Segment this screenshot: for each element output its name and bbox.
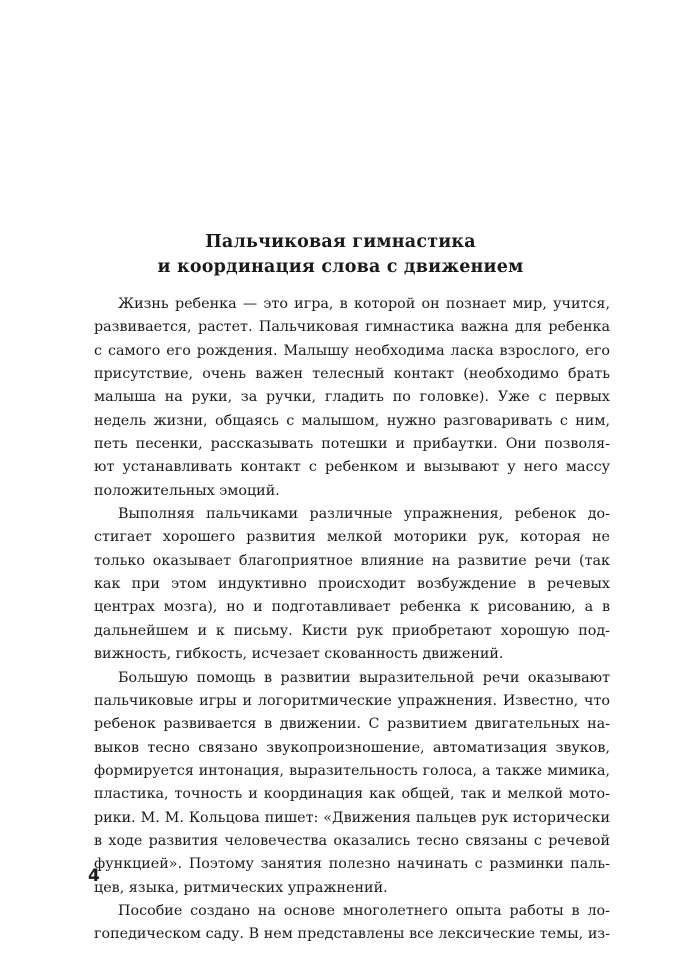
text-line: ют устанавливать контакт с ребенком и вызывают у него массу — [94, 459, 610, 476]
text-line: Выполняя пальчиками различные упражнения, ребенок до- — [118, 506, 610, 523]
text-line: малыша на руки, за ручки, гладить по головке). Уже с первых — [94, 389, 610, 406]
title-line: Пальчиковая гимнастика — [205, 232, 476, 252]
paragraph — [94, 900, 610, 947]
text-line: выков тесно связано звукопроизношение, автоматизация звуков, — [94, 739, 610, 756]
text-line: присутствие, очень важен телесный контакт (необходимо брать — [94, 366, 610, 383]
text-line: с самого его рождения. Малышу необходима ласка взрослого, его — [94, 342, 610, 359]
text-line: гопедическом саду. В нем представлены все лексические темы, из- — [94, 926, 610, 943]
title-line: и координация слова с движением — [157, 257, 524, 277]
paragraph — [94, 503, 610, 666]
text-line: положительных эмоций. — [94, 482, 280, 499]
text-line: недель жизни, общаясь с малышом, нужно разговаривать с ним, — [94, 412, 610, 429]
text-line: цев, языка, ритмических упражнений. — [94, 879, 388, 896]
text-line: функцией». Поэтому занятия полезно начинать с разминки паль- — [94, 856, 610, 873]
text-line: пластика, точность и координация как общей, так и мелкой мото- — [94, 786, 610, 803]
text-line: в ходе развития человечества оказались тесно связаны с речевой — [94, 832, 610, 849]
text-line: как при этом индуктивно происходит возбуждение в речевых — [94, 576, 610, 593]
text-line: петь песенки, рассказывать потешки и прибаутки. Они позволя- — [94, 436, 610, 453]
paragraph — [94, 293, 610, 503]
page-number: 4 — [88, 866, 100, 886]
section-title — [0, 230, 681, 280]
body-text — [94, 293, 610, 947]
text-line: развивается, растет. Пальчиковая гимнастика важна для ребенка — [94, 319, 610, 336]
text-line: рики. М. М. Кольцова пишет: «Движения пальцев рук исторически — [94, 809, 610, 826]
paragraph — [94, 667, 610, 900]
text-line: формируется интонация, выразительность голоса, а также мимика, — [94, 762, 610, 779]
text-line: Жизнь ребенка — это игра, в которой он познает мир, учится, — [118, 296, 610, 312]
text-line: пальчиковые игры и логоритмические упражнения. Известно, что — [94, 692, 610, 709]
text-line: Пособие создано на основе многолетнего опыта работы в ло- — [118, 902, 610, 919]
text-line: стигает хорошего развития мелкой моторики рук, которая не — [94, 529, 610, 546]
text-line: дальнейшем и к письму. Кисти рук приобретают хорошую под- — [94, 622, 610, 639]
text-line: центрах мозга), но и подготавливает ребенка к рисованию, а в — [94, 599, 610, 616]
text-line: Большую помощь в развитии выразительной речи оказывают — [118, 669, 610, 686]
text-line: ребенок развивается в движении. С развитием двигательных на- — [94, 716, 610, 733]
text-line: вижность, гибкость, исчезает скованность движений. — [94, 646, 504, 663]
text-line: только оказывает благоприятное влияние на развитие речи (так — [94, 552, 610, 569]
